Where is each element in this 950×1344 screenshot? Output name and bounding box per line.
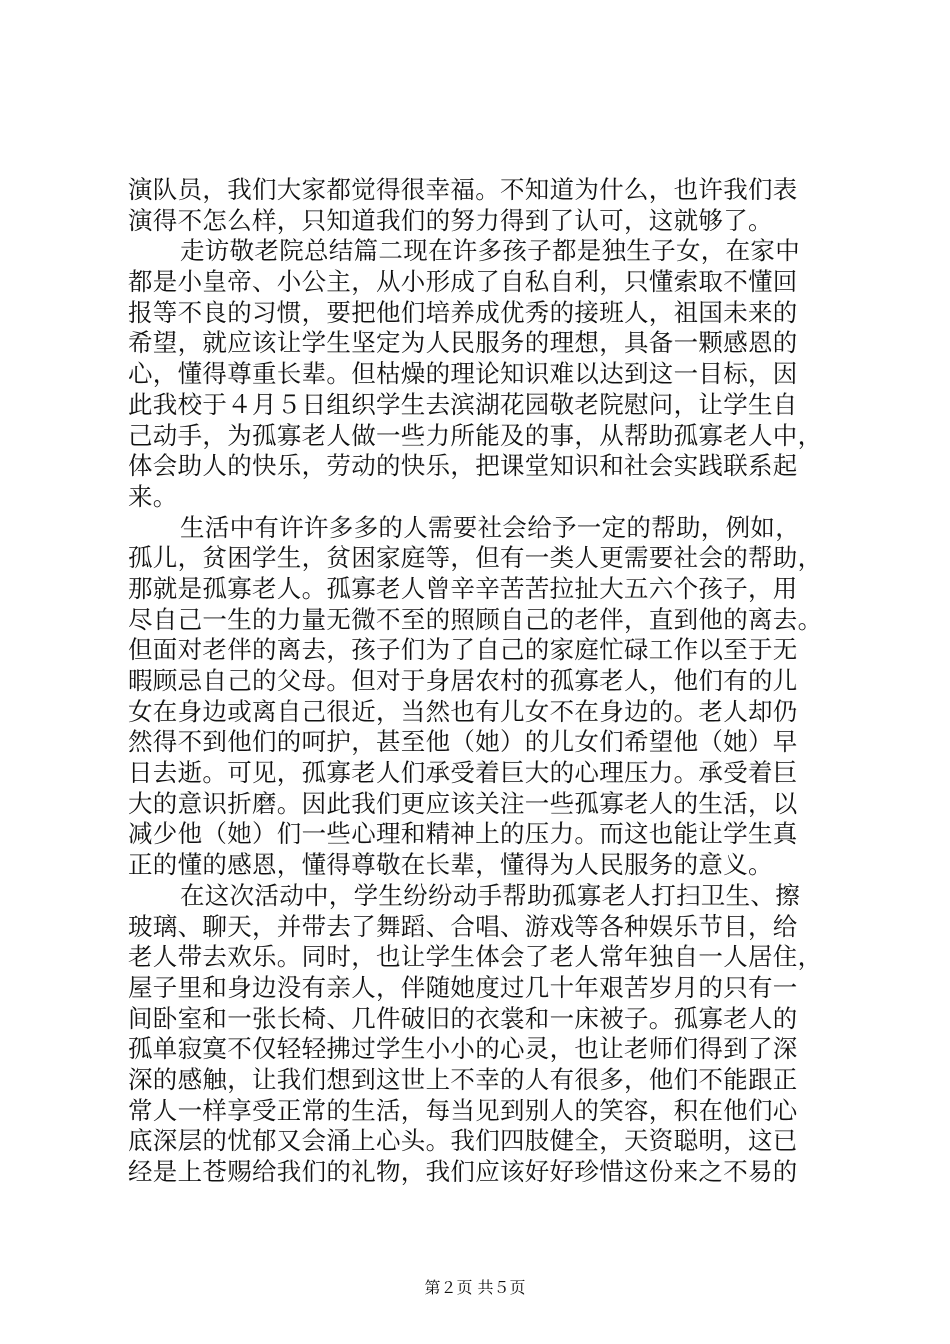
text-line: 常人一样享受正常的生活，每当见到别人的笑容，积在他们心: [128, 1095, 798, 1125]
text-line: 然得不到他们的呵护，甚至他（她）的儿女们希望他（她）早: [128, 727, 798, 757]
text-line: 报等不良的习惯，要把他们培养成优秀的接班人，祖国未来的: [128, 297, 798, 327]
text-line: 尽自己一生的力量无微不至的照顾自己的老伴，直到他的离去。: [128, 604, 823, 634]
text-line: 孤儿，贫困学生，贫困家庭等，但有一类人更需要社会的帮助，: [128, 543, 823, 573]
text-line: 孤单寂寞不仅轻轻拂过学生小小的心灵，也让老师们得到了深: [128, 1034, 798, 1064]
text-line: 那就是孤寡老人。孤寡老人曾辛辛苦苦拉扯大五六个孩子，用: [128, 573, 798, 603]
text-line: 体会助人的快乐，劳动的快乐，把课堂知识和社会实践联系起: [128, 451, 798, 481]
paragraph-first-line: 在这次活动中，学生纷纷动手帮助孤寡老人打扫卫生、擦: [180, 880, 800, 910]
text-line: 经是上苍赐给我们的礼物，我们应该好好珍惜这份来之不易的: [128, 1157, 798, 1186]
text-line: 演队员，我们大家都觉得很幸福。不知道为什么，也许我们表: [128, 175, 798, 204]
text-line: 日去逝。可见，孤寡老人们承受着巨大的心理压力。承受着巨: [128, 758, 798, 788]
text-line: 老人带去欢乐。同时，也让学生体会了老人常年独自一人居住，: [128, 942, 823, 972]
text-line: 减少他（她）们一些心理和精神上的压力。而这也能让学生真: [128, 819, 798, 849]
paragraph-first-line: 走访敬老院总结篇二现在许多孩子都是独生子女，在家中: [180, 236, 800, 266]
text-line: 间卧室和一张长椅、几件破旧的衣裳和一床被子。孤寡老人的: [128, 1003, 798, 1033]
text-line: 屋子里和身边没有亲人，伴随她度过几十年艰苦岁月的只有一: [128, 972, 798, 1002]
document-body: [128, 175, 828, 1188]
text-line: 玻璃、聊天，并带去了舞蹈、合唱、游戏等各种娱乐节目，给: [128, 911, 798, 941]
text-line: 希望，就应该让学生坚定为人民服务的理想，具备一颗感恩的: [128, 328, 798, 358]
text-line: 暇顾忌自己的父母。但对于身居农村的孤寡老人，他们有的儿: [128, 666, 798, 695]
text-line: 此我校于４月５日组织学生去滨湖花园敬老院慰问，让学生自: [128, 389, 798, 419]
text-line: 演得不怎么样，只知道我们的努力得到了认可，这就够了。: [128, 205, 773, 235]
text-line: 正的懂的感恩，懂得尊敬在长辈，懂得为人民服务的意义。: [128, 850, 773, 880]
text-line: 底深层的忧郁又会涌上心头。我们四肢健全，天资聪明，这已: [128, 1126, 798, 1156]
text-line: 心，懂得尊重长辈。但枯燥的理论知识难以达到这一目标，因: [128, 359, 798, 389]
text-line: 深的感触，让我们想到这世上不幸的人有很多，他们不能跟正: [128, 1064, 798, 1094]
text-line: 女在身边或离自己很近，当然也有儿女不在身边的。老人却仍: [128, 696, 798, 726]
text-line: 都是小皇帝、小公主，从小形成了自私自利，只懂索取不懂回: [128, 267, 798, 297]
text-line: 大的意识折磨。因此我们更应该关注一些孤寡老人的生活，以: [128, 788, 798, 818]
page-number-footer: 第２页 共５页: [424, 1278, 526, 1297]
paragraph-first-line: 生活中有许许多多的人需要社会给予一定的帮助，例如，: [180, 512, 800, 542]
text-line: 己动手，为孤寡老人做一些力所能及的事，从帮助孤寡老人中，: [128, 420, 823, 450]
text-line: 但面对老伴的离去，孩子们为了自己的家庭忙碌工作以至于无: [128, 635, 798, 665]
text-line: 来。: [128, 481, 178, 511]
